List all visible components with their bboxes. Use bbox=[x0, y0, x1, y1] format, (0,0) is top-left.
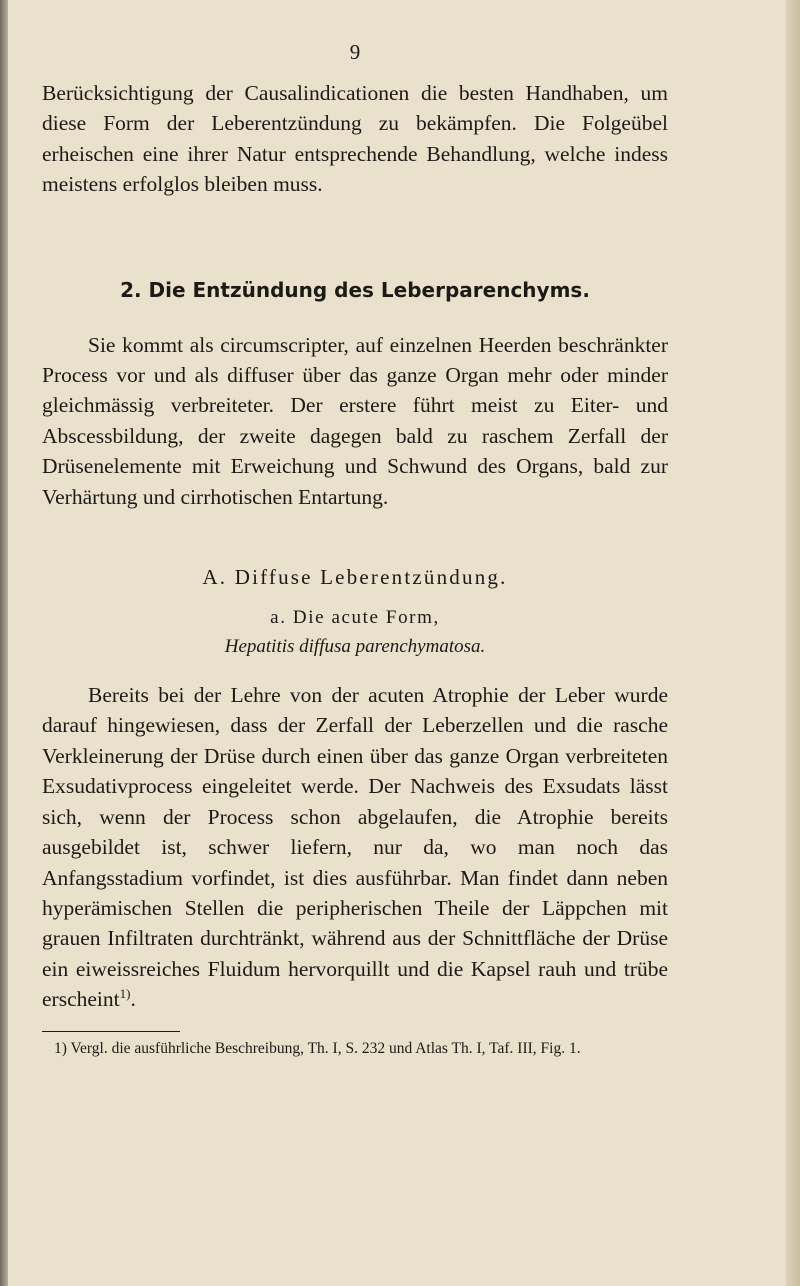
subsection-heading: A. Diffuse Leberentzündung. bbox=[202, 565, 508, 590]
footnote bbox=[42, 1038, 668, 1059]
footnote-text: Vergl. die ausführliche Beschreibung, Th. I, S. 232 und Atlas Th. I, Taf. III, Fig. 1. bbox=[70, 1039, 581, 1057]
footnote-divider bbox=[42, 1031, 180, 1032]
footnote-reference[interactable]: 1) bbox=[119, 986, 131, 1002]
latin-name: Hepatitis diffusa parenchymatosa. bbox=[224, 636, 486, 658]
book-gutter-shadow bbox=[0, 0, 8, 1286]
subsubsection-heading: a. Die acute Form, bbox=[270, 607, 440, 629]
section-paragraph: Sie kommt als circumscripter, auf einzelnen Heerden beschränkter Process vor und als diffuser über das ganze Organ mehr oder minder gleichmässig verbreiteter. Der erstere führt meist zu Eiter- und Abscessbildung, der zweite dagegen bald zu raschem Zerfall der Drüsenelemente mit Erweichung und Schwund des Organs, bald zur Verhärtung und cirrhotischen Entartung. bbox=[42, 332, 668, 509]
intro-paragraph: Berücksichtigung der Causalindicationen die besten Handhaben, um diese Form der Leberentzündung zu bekämpfen. Die Folgeübel erheischen eine ihrer Natur entsprechende Behandlung, welche indess meistens erfolglos bleiben muss. bbox=[42, 81, 668, 197]
book-page bbox=[42, 40, 668, 1059]
section-heading: 2. Die Entzündung des Leberparenchyms. bbox=[120, 277, 590, 302]
footnote-mark: 1) bbox=[54, 1039, 67, 1057]
main-paragraph-text: Bereits bei der Lehre von der acuten Atrophie der Leber wurde darauf hingewiesen, dass der Zerfall der Leberzellen und die rasche Verkleinerung der Drüse durch einen über das ganze Organ verbreiteten Exsudativprocess eingeleitet werde. Der Nachweis des Exsudats lässt sich, wenn der Process schon abgelaufen, die Atrophie bereits ausgebildet ist, schwer liefern, nur da, wo man noch das Anfangsstadium vorfindet, ist dies ausführbar. Man findet dann neben hyperämischen Stellen die peripherischen Theile der Läppchen mit grauen Infiltraten durchtränkt, während aus der Schnittfläche der Drüse ein eiweissreiches Fluidum hervorquillt und die Kapsel rauh und trübe erscheint bbox=[42, 683, 668, 1012]
page-number: 9 bbox=[349, 40, 361, 64]
page-edge bbox=[786, 0, 800, 1286]
main-paragraph-end: . bbox=[130, 987, 136, 1012]
main-paragraph bbox=[42, 680, 668, 1014]
